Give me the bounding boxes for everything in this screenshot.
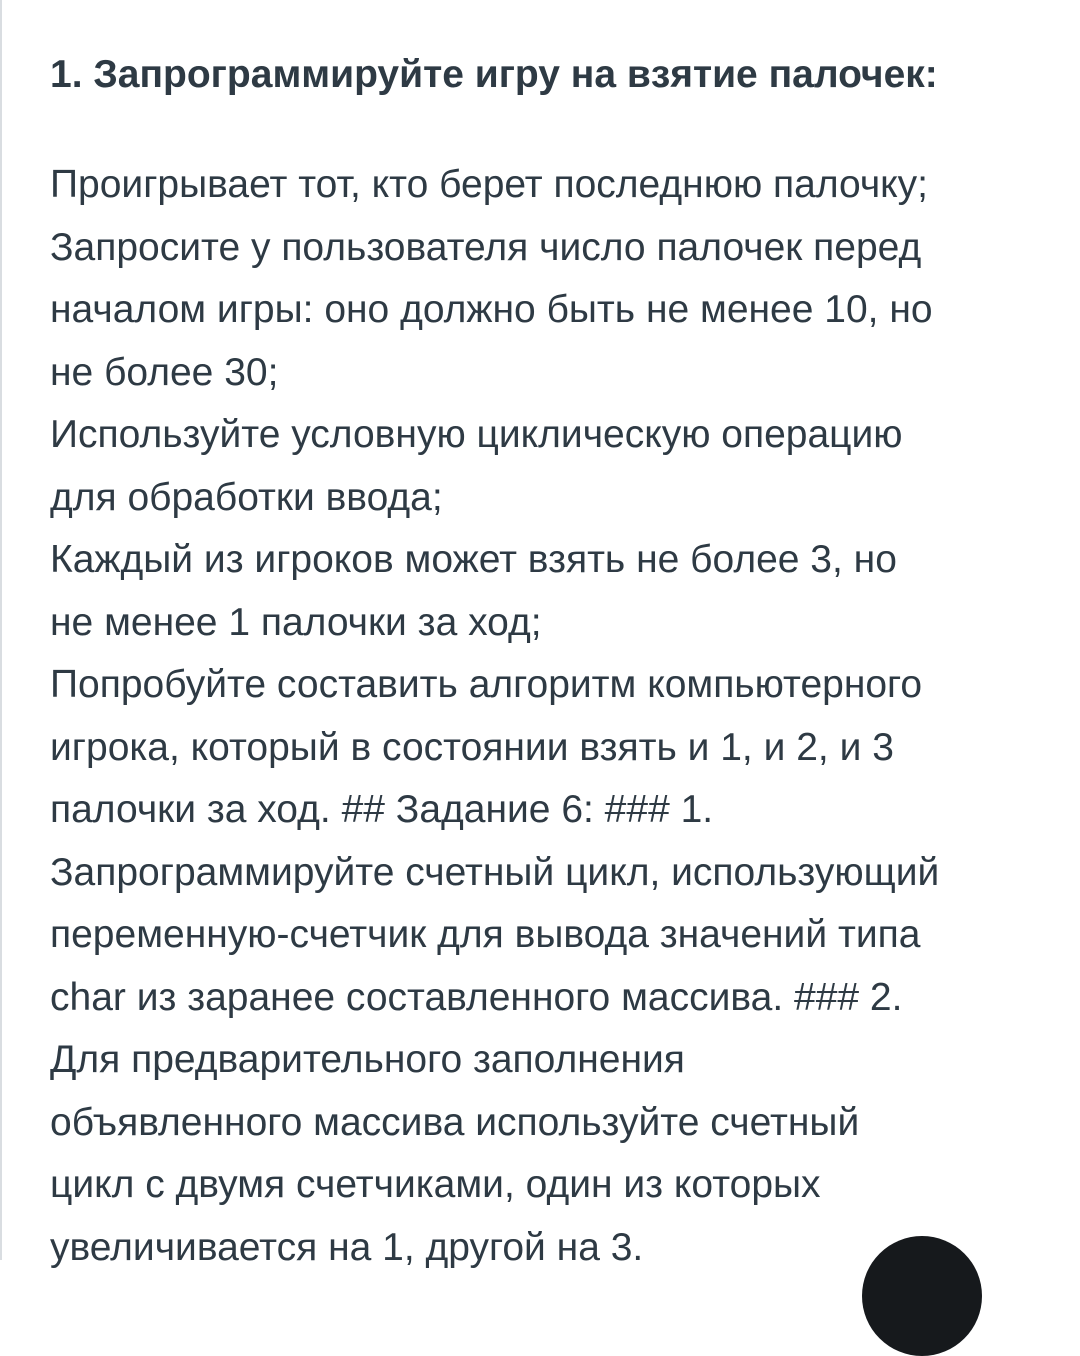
task-content [50,44,1050,1279]
task-line: не менее 1 палочки за ход; [50,600,542,644]
task-line: Запросите у пользователя число палочек перед [50,225,922,269]
task-line: Используйте условную циклическую операцию [50,413,903,456]
task-line: Проигрывает тот, кто берет последнюю палочку; [50,163,929,206]
task-line: объявленного массива используйте счетный [50,1100,860,1144]
task-line: Каждый из игроков может взять не более 3, но [50,538,897,581]
task-body [50,154,1050,1279]
task-line: char из заранее составленного массива. ### 2. [50,975,903,1019]
task-line: палочки за ход. ## Задание 6: ### 1. [50,788,714,831]
task-line: Для предварительного заполнения [50,1038,685,1081]
floating-action-button[interactable] [862,1236,982,1356]
task-line: не более 30; [50,350,279,394]
task-line: для обработки ввода; [50,475,443,519]
task-line: Запрограммируйте счетный цикл, использующий [50,850,940,894]
task-line: переменную-счетчик для вывода значений типа [50,913,921,956]
task-heading: 1. Запрограммируйте игру на взятие палочек: [50,53,938,96]
left-border [0,0,2,1260]
task-line: цикл с двумя счетчиками, один из которых [50,1163,821,1206]
task-line: Попробуйте составить алгоритм компьютерного [50,663,923,706]
task-line: игрока, который в состоянии взять и 1, и 2, и 3 [50,725,894,769]
task-line: началом игры: оно должно быть не менее 10, но [50,288,933,331]
task-line: увеличивается на 1, другой на 3. [50,1225,644,1269]
